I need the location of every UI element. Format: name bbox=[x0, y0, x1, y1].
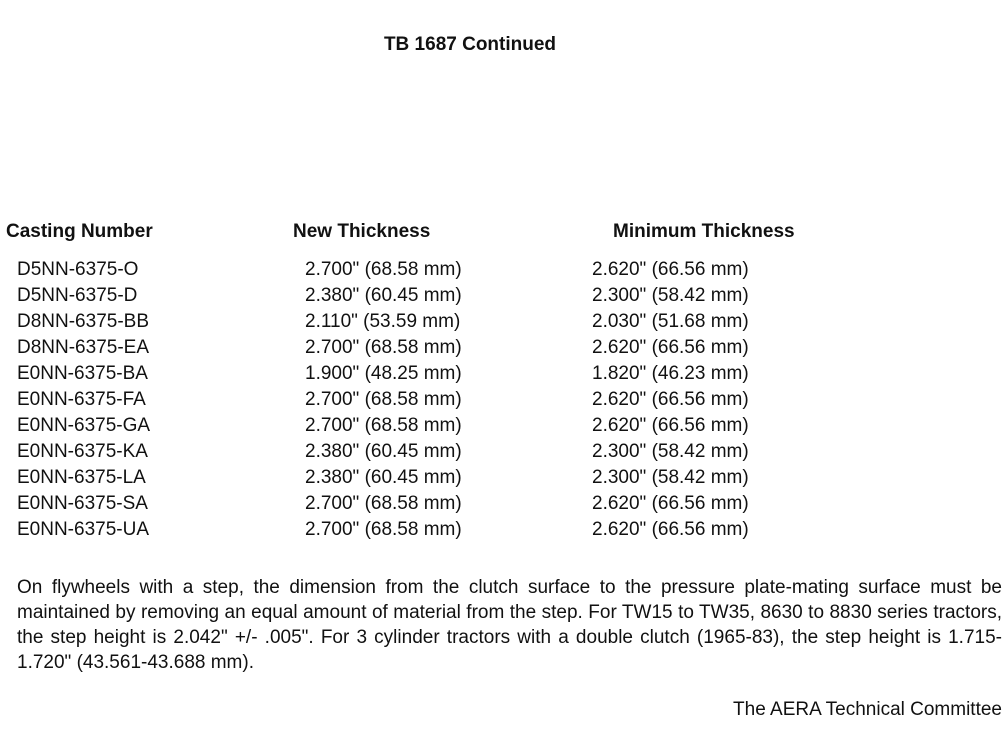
minimum-thickness-cell: 2.300" (58.42 mm) bbox=[592, 441, 749, 462]
minimum-thickness-cell: 2.300" (58.42 mm) bbox=[592, 467, 749, 488]
new-thickness-cell: 2.700" (68.58 mm) bbox=[305, 415, 462, 436]
casting-number-cell: D5NN-6375-O bbox=[17, 259, 139, 280]
column-header-casting-number: Casting Number bbox=[6, 221, 153, 242]
casting-number-cell: E0NN-6375-FA bbox=[17, 389, 146, 410]
table-row bbox=[0, 310, 1008, 336]
minimum-thickness-cell: 2.030" (51.68 mm) bbox=[592, 311, 749, 332]
minimum-thickness-cell: 2.620" (66.56 mm) bbox=[592, 337, 749, 358]
table-row bbox=[0, 440, 1008, 466]
table-row bbox=[0, 466, 1008, 492]
minimum-thickness-cell: 2.620" (66.56 mm) bbox=[592, 389, 749, 410]
thickness-table bbox=[0, 258, 1008, 544]
new-thickness-cell: 2.700" (68.58 mm) bbox=[305, 389, 462, 410]
casting-number-cell: E0NN-6375-KA bbox=[17, 441, 148, 462]
new-thickness-cell: 2.110" (53.59 mm) bbox=[305, 311, 461, 332]
table-row bbox=[0, 414, 1008, 440]
minimum-thickness-cell: 1.820" (46.23 mm) bbox=[592, 363, 749, 384]
new-thickness-cell: 2.380" (60.45 mm) bbox=[305, 285, 462, 306]
minimum-thickness-cell: 2.300" (58.42 mm) bbox=[592, 285, 749, 306]
casting-number-cell: E0NN-6375-UA bbox=[17, 519, 149, 540]
new-thickness-cell: 2.700" (68.58 mm) bbox=[305, 337, 462, 358]
table-row bbox=[0, 258, 1008, 284]
casting-number-cell: D5NN-6375-D bbox=[17, 285, 138, 306]
column-header-minimum-thickness: Minimum Thickness bbox=[613, 221, 795, 242]
new-thickness-cell: 2.700" (68.58 mm) bbox=[305, 259, 462, 280]
committee-signature: The AERA Technical Committee bbox=[733, 699, 1002, 720]
minimum-thickness-cell: 2.620" (66.56 mm) bbox=[592, 415, 749, 436]
table-row bbox=[0, 336, 1008, 362]
casting-number-cell: E0NN-6375-LA bbox=[17, 467, 146, 488]
casting-number-cell: E0NN-6375-BA bbox=[17, 363, 148, 384]
new-thickness-cell: 2.380" (60.45 mm) bbox=[305, 441, 462, 462]
new-thickness-cell: 2.700" (68.58 mm) bbox=[305, 493, 462, 514]
new-thickness-cell: 2.700" (68.58 mm) bbox=[305, 519, 462, 540]
casting-number-cell: E0NN-6375-SA bbox=[17, 493, 148, 514]
column-header-new-thickness: New Thickness bbox=[293, 221, 431, 242]
minimum-thickness-cell: 2.620" (66.56 mm) bbox=[592, 493, 749, 514]
new-thickness-cell: 1.900" (48.25 mm) bbox=[305, 363, 462, 384]
table-row bbox=[0, 362, 1008, 388]
page-title: TB 1687 Continued bbox=[383, 34, 557, 55]
casting-number-cell: E0NN-6375-GA bbox=[17, 415, 151, 436]
table-row bbox=[0, 388, 1008, 414]
table-row bbox=[0, 284, 1008, 310]
casting-number-cell: D8NN-6375-BB bbox=[17, 311, 149, 332]
table-row bbox=[0, 492, 1008, 518]
table-row bbox=[0, 518, 1008, 544]
minimum-thickness-cell: 2.620" (66.56 mm) bbox=[592, 259, 749, 280]
new-thickness-cell: 2.380" (60.45 mm) bbox=[305, 467, 462, 488]
step-height-note: On flywheels with a step, the dimension from the clutch surface to the pressure plate-mating surface must be maintained by removing an equal amount of material from the step. For TW15 to TW35, 8630 to 8830 series tractors, the step height is 2.042" +/- .005". For 3 cylinder tractors with a double clutch (1965-83), the step height is 1.715-1.720" (43.561-43.688 mm). bbox=[17, 577, 1002, 673]
minimum-thickness-cell: 2.620" (66.56 mm) bbox=[592, 519, 749, 540]
casting-number-cell: D8NN-6375-EA bbox=[17, 337, 149, 358]
